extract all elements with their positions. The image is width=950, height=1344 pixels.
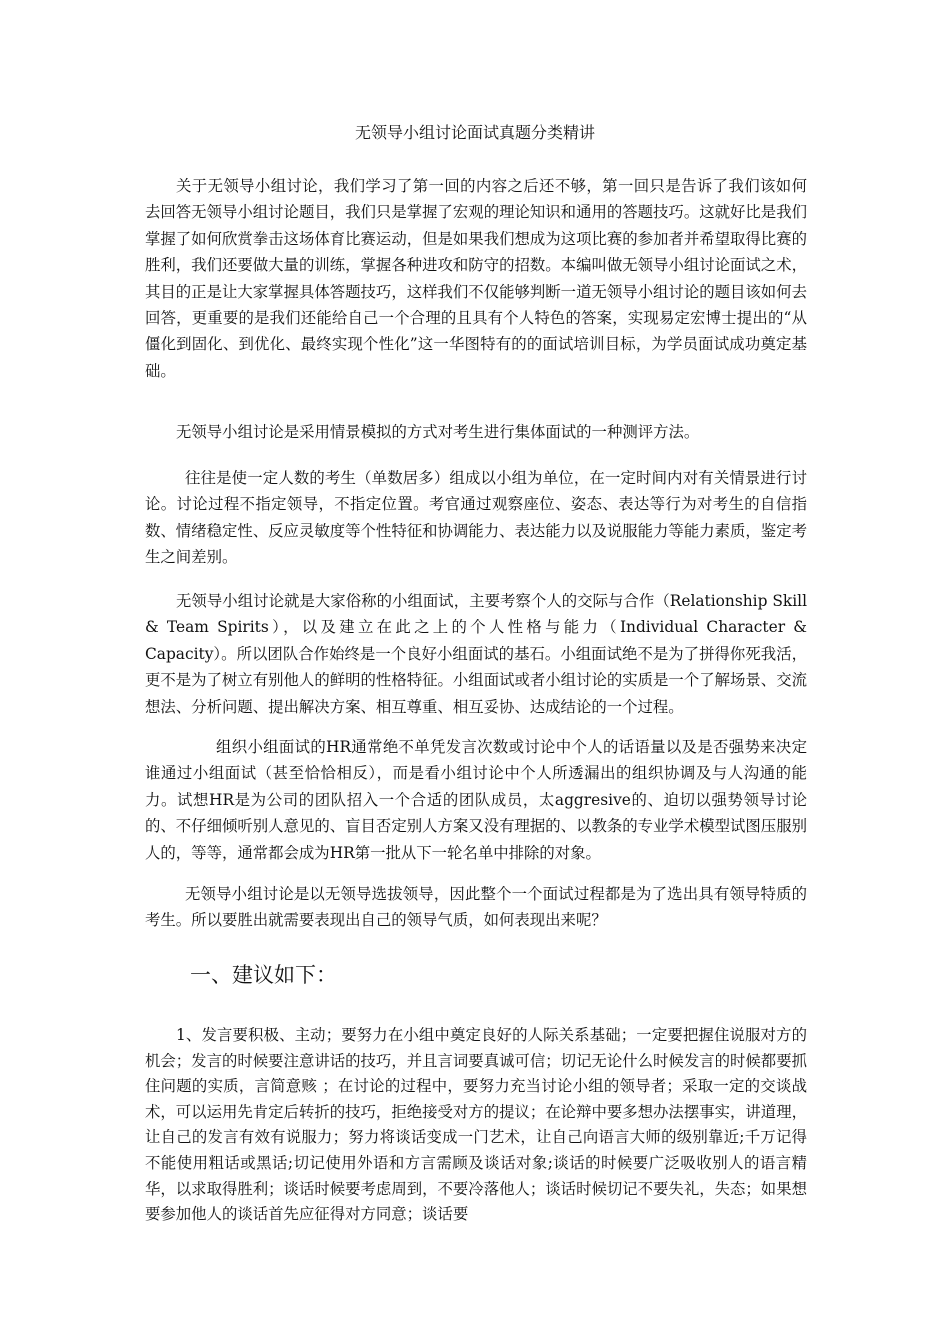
process-paragraph: 往往是使一定人数的考生（单数居多）组成以小组为单位，在一定时间内对有关情景进行讨论。讨论过程不指定领导，不指定位置。考官通过观察座位、姿态、表达等行为对考生的自信指数、情绪稳定性、反应灵敏度等个性特征和协调能力、表达能力以及说服能力等能力素质，鉴定考生之间差别。 [145, 469, 807, 567]
section-heading: 一、建议如下： [190, 963, 337, 987]
intro-paragraph: 关于无领导小组讨论，我们学习了第一回的内容之后还不够，第一回只是告诉了我们该如何去回答无领导小组讨论题目，我们只是掌握了宏观的理论知识和通用的答题技巧。这就好比是我们掌握了如何欣赏拳击这场体育比赛运动，但是如果我们想成为这项比赛的参加者并希望取得比赛的胜利，我们还要做大量的训练，掌握各种进攻和防守的招数。本编叫做无领导小组讨论面试之术，其目的正是让大家掌握具体答题技巧，这样我们不仅能够判断一道无领导小组讨论的题目该如何去回答，更重要的是我们还能给自己一个合理的且具有个人特色的答案，实现易定宏博士提出的“从僵化到固化、到优化、最终实现个性化”这一华图特有的的面试培训目标，为学员面试成功奠定基础。 [145, 177, 807, 380]
definition-paragraph: 无领导小组讨论是采用情景模拟的方式对考生进行集体面试的一种测评方法。 [176, 423, 700, 441]
advice-paragraph: 1、发言要积极、主动；要努力在小组中奠定良好的人际关系基础；一定要把握住说服对方的机会；发言的时候要注意讲话的技巧，并且言词要真诚可信；切记无论什么时候发言的时候都要抓住问题的实质，言简意赅 ；在讨论的过程中，要努力充当讨论小组的领导者；采取一定的交谈战术，可以运用先肯定后转折的技巧，拒绝接受对方的提议；在论辩中要多想办法摆事实，讲道理，让自己的发言有效有说服力；努力将谈话变成一门艺术，让自己向语言大师的级别靠近;千万记得不能使用粗话或黑话;切记使用外语和方言需顾及谈话对象;谈话的时候要广泛吸收别人的语言精华，以求取得胜利；谈话时候要考虑周到，不要冷落他人；谈话时候切记不要失礼，失态；如果想要参加他人的谈话首先应征得对方同意；谈话要 [145, 1026, 807, 1224]
leadership-paragraph: 无领导小组讨论是以无领导选拔领导，因此整个一个面试过程都是为了选出具有领导特质的考生。所以要胜出就需要表现出自己的领导气质，如何表现出来呢？ [145, 885, 807, 930]
document-title: 无领导小组讨论面试真题分类精讲 [354, 123, 595, 142]
teamwork-paragraph: 无领导小组讨论就是大家俗称的小组面试，主要考察个人的交际与合作（Relationship Skill & Team Spirits），以及建立在此之上的个人性格与能力（Individual Character & Capacity）。所以团队合作始终是一个良好小组面试的基石。小组面试绝不是为了拼得你死我活，更不是为了树立有别他人的鲜明的性格特征。小组面试或者小组讨论的实质是一个了解场景、交流想法、分析问题、提出解决方案、相互尊重、相互妥协、达成结论的一个过程。 [145, 592, 807, 716]
hr-paragraph: 组织小组面试的HR通常绝不单凭发言次数或讨论中个人的话语量以及是否强势来决定谁通过小组面试（甚至恰恰相反），而是看小组讨论中个人所透漏出的组织协调及与人沟通的能力。试想HR是为公司的团队招入一个合适的团队成员，太aggresive的、迫切以强势领导讨论的、不仔细倾听别人意见的、盲目否定别人方案又没有理据的、以教条的专业学术模型试图压服别人的，等等，通常都会成为HR第一批从下一轮名单中排除的对象。 [145, 738, 807, 862]
